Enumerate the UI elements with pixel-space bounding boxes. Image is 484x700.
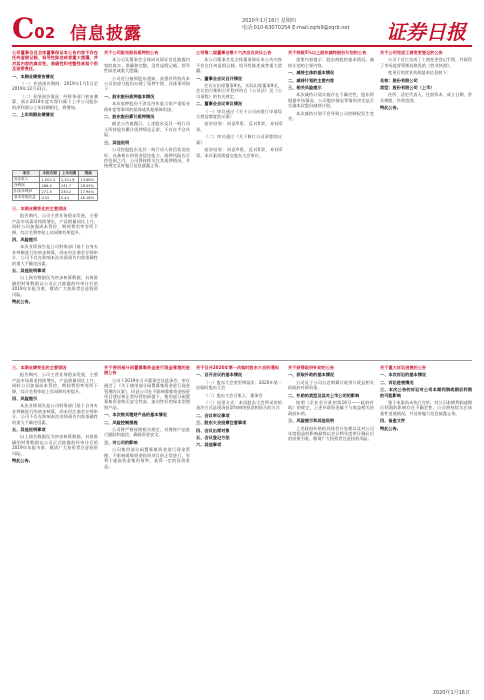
article-col5-top <box>380 50 472 356</box>
table-header-row <box>13 171 98 177</box>
paragraph: 一、减持主体的基本情况 <box>288 70 335 76</box>
table-header-cell: 项目 <box>13 171 40 177</box>
paragraph: 二、会议审议事项 <box>196 412 230 418</box>
paragraph: 以上预告数据仅为初步核算数据，具体准确的财务数据以公司正式披露的经审计后的2019年年报为准，敬请广大投资者注意投资风险。 <box>12 275 98 297</box>
table-row <box>13 195 98 201</box>
article-col4-bottom <box>288 365 374 687</box>
paragraph: 二、上年同期业绩情况 <box>12 112 54 118</box>
paragraph: 关于公司完成工商变更登记的公告 <box>380 50 443 55</box>
paragraph: 四、备查文件 <box>380 418 406 424</box>
paragraph: 二、补助的类型及其对上市公司的影响 <box>288 392 360 398</box>
table-cell: 271.5 <box>40 189 59 195</box>
paragraph: 一、本期业绩预告情况 <box>12 73 54 79</box>
paragraph: 名称：股份有限公司 <box>380 77 418 83</box>
paragraph: （三）投票方式：本次股东大会所采用的表决方式是现场投票和网络投票相结合的方式 <box>196 400 282 411</box>
paragraph: （一）股东大会类型和届次：2020年第一次临时股东大会 <box>196 379 282 391</box>
paragraph: 会议应出席董事9名，实际出席董事9名，会议的召集和召开程序符合《公司法》及《公司章程》的有关规定。 <box>196 83 282 99</box>
paragraph: 四、风险提示 <box>12 396 38 402</box>
paragraph: 关于使用部分闲置募集资金进行现金管理的进展公告 <box>104 365 190 376</box>
paragraph: 上述政府补助的具体会计处理以及对公司年度损益的影响最终以会计师年度审计确认后的结果为准，敬请广大投资者注意投资风险。 <box>288 425 374 442</box>
paragraph: 公司于2019年召开董事会及监事会，审议通过了《关于使用部分闲置募集资金进行现金管理的议案》，同意公司在不影响募集资金投资项目建设和正常经营的前提下，使用部分闲置募集资金购买安全性高、流动性好的保本型理财产品。 <box>104 377 190 410</box>
paragraph: 公司第二届董事会第十六次会议决议公告 <box>196 50 272 55</box>
earnings-table <box>12 170 98 201</box>
paragraph: 本次业绩预告是公司财务部门基于自身专业判断进行的初步核算，尚未经注册会计师审计。公司不存在影响本次业绩预告内容准确性的重大不确定因素。 <box>12 403 98 425</box>
issue-date: 2020年1月16日 星期四 <box>242 18 296 24</box>
paragraph: 特此公告。 <box>12 299 33 305</box>
masthead <box>12 14 472 44</box>
paragraph: （二）审议通过《关于修订公司章程的议案》 <box>196 134 282 145</box>
table-cell: 286.4 <box>40 183 59 189</box>
paragraph: 三、本次公告的诉讼对公司本期利润或期后利润的可能影响 <box>380 387 472 398</box>
paragraph: 一、召开会议的基本情况 <box>196 372 243 378</box>
paragraph: 本次业绩预告是公司财务部门基于自身专业判断进行的初步核算，尚未经注册会计师审计。公司不存在影响本次业绩预告内容准确性的重大不确定因素。 <box>12 244 98 266</box>
paragraph: 公司于近日完成了工商变更登记手续，并取得了市场监督管理局换发的《营业执照》。 <box>380 57 472 68</box>
paragraph: 一、本次诉讼的基本情况 <box>380 372 427 378</box>
table-cell: 13.66% <box>79 177 98 183</box>
paragraph: 三、本期业绩变化的主要原因 <box>12 206 67 211</box>
paragraph: 关于公司股东股份质押的公告 <box>104 50 159 55</box>
issue-contact: 电话:010-63070254 E-mail:zqrb9@zqrb.net <box>242 25 350 31</box>
paragraph: 表决结果：同意9票，反对0票，弃权0票。本议案尚需提交股东大会审议。 <box>196 147 282 158</box>
paragraph: 三、股东大会投票注意事项 <box>196 420 247 426</box>
paragraph: 表决结果：同意9票，反对0票，弃权0票。 <box>196 121 282 132</box>
table-cell: 241.7 <box>59 183 78 189</box>
table-header-cell: 本报告期 <box>40 171 59 177</box>
paragraph: 一、本次购买理财产品的基本情况 <box>104 412 167 418</box>
table-cell: 扣非净利润 <box>13 189 40 195</box>
article-col2-top <box>104 50 190 356</box>
paragraph: （一）审议通过《关于公司向银行申请综合授信额度的议案》 <box>196 108 282 120</box>
paragraph: 五、其他说明事项 <box>12 427 46 433</box>
paragraph: 特此公告。 <box>380 105 401 111</box>
paragraph: 变更后的营业执照基本信息如下： <box>388 70 451 76</box>
paragraph: 三、其他说明 <box>104 139 130 145</box>
paragraph: 本公司及董事会全体成员保证信息披露内容的真实、准确和完整，没有虚假记载、误导性陈述或重大遗漏。 <box>104 57 190 74</box>
paragraph: 四、风险提示 <box>12 237 38 243</box>
issue-info <box>242 18 349 32</box>
table-cell: 1,321.8 <box>59 177 78 183</box>
paragraph: 本次减持计划不会导致公司控制权发生变更。 <box>288 110 374 122</box>
paragraph: 截至公告披露日，上述股东及其一致行动人所持股份累计质押情况正常，不存在平仓风险。 <box>104 121 190 138</box>
paragraph: 重要内容提示：股东持股的基本情况；减持计划的主要内容。 <box>288 57 374 68</box>
paragraph: 本次质押股份不涉及用作重大资产重组业绩补偿等事项的担保或其他保障用途。 <box>104 101 190 112</box>
masthead-rule <box>12 45 472 47</box>
article-col3-top <box>196 50 282 356</box>
article-col1-top <box>12 50 98 168</box>
paragraph: 三、对公司的影响 <box>104 439 138 445</box>
table-cell: 230.2 <box>59 189 78 195</box>
table-cell: 基本每股收益 <box>13 195 40 201</box>
table-cell: 0.52 <box>40 195 59 201</box>
paragraph: （二）股东大会召集人：董事会 <box>204 392 263 398</box>
article-col2-bottom <box>104 365 190 687</box>
paragraph: 一、董事会会议召开情况 <box>196 75 243 81</box>
page-digits: 02 <box>34 24 56 42</box>
article-col4-top <box>288 50 374 356</box>
table-cell: 17.94% <box>79 189 98 195</box>
table-cell: 0.44 <box>59 195 78 201</box>
article-col1-bottom <box>12 365 98 687</box>
paragraph: 四、会议出席对象 <box>196 427 230 433</box>
paragraph: （一）业绩预告期间：2019年1月1日至2019年12月31日。 <box>12 81 98 92</box>
article-col1-mid <box>12 206 98 356</box>
paragraph: 本次减持计划实施存在不确定性，股东将根据市场情况、公司股价情况等情形决定是否实施本次股份减持计划。 <box>288 92 374 109</box>
newspaper-logo: 证券日报 <box>386 20 466 44</box>
page-letter: C <box>12 12 35 45</box>
paragraph: 按照《企业会计准则第16号——政府补助》的规定，上述补助资金属于与收益相关的政府补助。 <box>288 400 374 416</box>
paragraph: 以上预告数据仅为初步核算数据，具体准确的财务数据以公司正式披露的经审计后的2019年年报为准，敬请广大投资者注意投资风险。 <box>12 434 98 456</box>
section-title: 信息披露 <box>70 24 142 44</box>
table-cell: 18.49% <box>79 183 98 189</box>
paragraph: 一、股东股份质押基本情况 <box>104 93 155 99</box>
article-col5-bottom <box>380 365 472 687</box>
table-cell: 营业收入 <box>13 177 40 183</box>
article-col3-bottom <box>196 365 282 687</box>
paragraph: 五、其他说明事项 <box>12 268 46 274</box>
paragraph: 鉴于本案尚未执行完毕，对公司本期利润或期后利润的影响存在不确定性。公司将持续关注该案件进展情况，并及时履行信息披露义务。 <box>380 400 472 416</box>
paragraph: 特此公告。 <box>380 425 401 431</box>
footer-date: 2020年1月16日 <box>432 690 470 696</box>
paragraph: 一、获取补助的基本情况 <box>288 372 335 378</box>
table-cell: 18.18% <box>79 195 98 201</box>
paragraph: 公司及子公司自近期累计收到与收益相关的政府补助资金。 <box>288 379 374 391</box>
paragraph: 公司使用部分闲置募集资金进行现金管理，不影响募集资金投资项目的正常进行，有利于提高资金使用效率，获得一定的投资收益。 <box>104 447 190 469</box>
paragraph: （二）业绩预告情况：经财务部门初步测算，预计2019年度实现归属于上市公司股东的净利润与上年同期相比，将增加。 <box>12 93 98 110</box>
paragraph: 公司董事会及全体董事保证本公告内容不存在任何虚假记载、误导性陈述或者重大遗漏，并对其内容的真实性、准确性和完整性承担个别及连带责任。 <box>12 50 98 72</box>
paragraph: 类型：股份有限公司（上市） <box>380 85 435 91</box>
paragraph: 报告期内，公司主营业务稳步发展，主要产品市场需求持续增长，产品销量同比上升；同时公司加强成本管控，期间费用率有所下降，综合毛利率较上年同期有所提升。 <box>12 213 98 235</box>
paragraph: 关于重大诉讼进展的公告 <box>380 365 427 370</box>
paragraph: 报告期内，公司主营业务稳步发展，主要产品市场需求持续增长，产品销量同比上升；同时公司加强成本管控，期间费用率有所下降，综合毛利率较上年同期有所提升。 <box>12 372 98 394</box>
paragraph: 三、相关风险提示 <box>288 85 322 91</box>
paragraph: 二、诉讼进展情况 <box>380 379 414 385</box>
paragraph: 关于持股5%以上股东减持股份计划的公告 <box>288 50 367 55</box>
paragraph: 公司近日接到股东通知，获悉其所持有本公司的部分股份办理了质押手续，具体事项如下： <box>104 75 190 92</box>
paragraph: 关于召开2020年第一次临时股东大会的通知 <box>196 365 279 370</box>
paragraph: 二、董事会会议审议情况 <box>196 101 243 107</box>
paragraph: 二、股东股份累计质押情况 <box>104 114 155 120</box>
section-divider <box>12 360 472 361</box>
paragraph: 二、减持计划的主要内容 <box>288 77 335 83</box>
table-header-cell: 增减 <box>79 171 98 177</box>
paragraph: 三、风险提示和其他说明 <box>288 418 335 424</box>
paragraph: 公司将严格按照相关规定，对理财产品进行跟踪和监控，确保资金安全。 <box>104 427 190 438</box>
paragraph: 三、本期业绩变化的主要原因 <box>12 365 67 370</box>
paragraph: 公司控股股东及其一致行动人资信状况良好，具备相应的资金偿还能力，质押风险在可控范围之内。公司将持续关注其质押情况，并按规定及时履行信息披露义务。 <box>104 147 190 169</box>
table-cell: 净利润 <box>13 183 40 189</box>
table-header-cell: 上年同期 <box>59 171 78 177</box>
paragraph: 五、会议登记方法 <box>196 435 230 441</box>
paragraph: 关于获得政府补助的公告 <box>288 365 335 370</box>
paragraph: 二、风险控制措施 <box>104 419 138 425</box>
page-number <box>12 14 55 44</box>
paragraph: 特此公告。 <box>12 458 33 464</box>
paragraph: 本公司董事会及全体董事保证本公告内容不存在任何虚假记载、误导性陈述或者重大遗漏。 <box>196 57 282 74</box>
table-cell: 1,502.3 <box>40 177 59 183</box>
paragraph: 六、其他事项 <box>196 442 222 448</box>
paragraph: 住所、法定代表人、注册资本、成立日期、营业期限、经营范围。 <box>380 92 472 103</box>
